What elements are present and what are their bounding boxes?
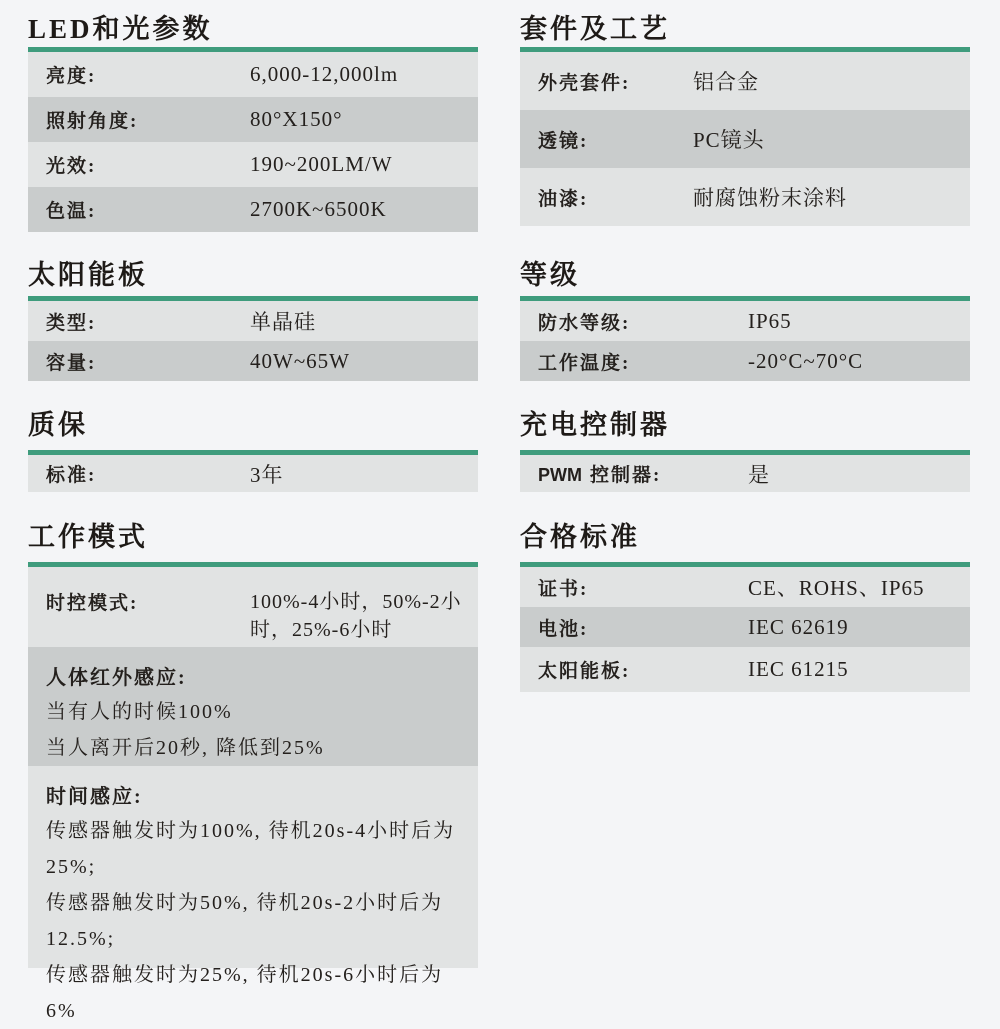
section-title: 充电控制器	[520, 410, 670, 440]
pwm-label-text: 控制器:	[590, 465, 662, 486]
spec-value: CE、ROHS、IP65	[748, 576, 925, 600]
spec-label: 外壳套件:	[538, 72, 631, 94]
spec-value: 190~200LM/W	[250, 152, 393, 176]
spec-label: 容量:	[46, 352, 97, 374]
block-heading: 人体红外感应:	[46, 667, 187, 689]
spec-value: 100%-4小时，50%-2小时，25%-6小时	[250, 591, 462, 641]
spec-table-rating	[520, 301, 970, 381]
table-row	[520, 341, 970, 381]
spec-value: 3年	[250, 462, 284, 487]
spec-label: 标准:	[46, 465, 97, 486]
section-charge-controller	[520, 408, 970, 492]
spec-table-controller	[520, 455, 970, 492]
table-row	[28, 142, 478, 187]
spec-table-standards	[520, 567, 970, 692]
spec-label: 时控模式:	[46, 593, 139, 614]
spec-label	[538, 460, 748, 487]
spec-value: 耐腐蚀粉末涂料	[693, 186, 847, 210]
pir-sensing-block	[28, 647, 478, 766]
block-line: 传感器触发时为100%, 待机20s-4小时后为25%;	[46, 820, 456, 878]
spec-value: IP65	[748, 308, 792, 333]
time-sensing-block	[28, 766, 478, 1022]
table-row	[520, 110, 970, 168]
right-column	[520, 12, 970, 692]
section-kit-craft	[520, 12, 970, 226]
section-working-mode	[28, 520, 478, 1022]
section-title: 太阳能板	[28, 260, 148, 290]
spec-table-kit	[520, 52, 970, 226]
spec-label: 光效:	[46, 156, 97, 177]
spec-value: 40W~65W	[250, 348, 351, 373]
spec-value: 6,000-12,000lm	[250, 62, 399, 86]
section-warranty	[28, 408, 478, 492]
block-line: 当有人的时候100%	[46, 701, 233, 723]
spec-label: 证书:	[538, 578, 589, 600]
spec-label: 照射角度:	[46, 111, 139, 132]
spec-label: 亮度:	[46, 66, 97, 87]
table-row	[28, 97, 478, 142]
table-row	[520, 607, 970, 647]
spec-table-warranty	[28, 455, 478, 492]
table-row	[520, 301, 970, 341]
section-led-parameters	[28, 12, 478, 232]
spec-table-solar	[28, 301, 478, 381]
table-row	[28, 455, 478, 492]
spec-label: 油漆:	[538, 188, 589, 210]
spec-value: IEC 62619	[748, 614, 849, 639]
spec-value: 80°X150°	[250, 107, 343, 131]
spec-table-led	[28, 52, 478, 232]
spec-value: 是	[748, 462, 770, 487]
section-title: 质保	[28, 410, 88, 440]
table-row	[520, 52, 970, 110]
spec-value: -20°C~70°C	[748, 348, 864, 373]
spec-label: 电池:	[538, 618, 589, 640]
block-line: 传感器触发时为25%, 待机20s-6小时后为6%	[46, 964, 444, 1022]
table-row	[28, 341, 478, 381]
spec-label: 防水等级:	[538, 312, 631, 334]
table-row	[520, 567, 970, 607]
spec-label: 类型:	[46, 312, 97, 334]
spec-label: 太阳能板:	[538, 661, 631, 682]
section-rating	[520, 258, 970, 381]
section-solar-panel	[28, 258, 478, 381]
table-row	[520, 455, 970, 492]
spec-value: 铝合金	[693, 70, 759, 94]
section-title: 工作模式	[28, 522, 148, 552]
block-line: 传感器触发时为50%, 待机20s-2小时后为12.5%;	[46, 892, 444, 950]
time-control-row	[28, 567, 478, 647]
table-row	[520, 647, 970, 692]
left-column	[28, 12, 478, 1022]
spec-value: PC镜头	[693, 128, 765, 152]
spec-value: 2700K~6500K	[250, 197, 387, 221]
table-row	[28, 52, 478, 97]
section-title: LED和光参数	[28, 14, 213, 44]
block-line: 当人离开后20秒, 降低到25%	[46, 737, 325, 759]
spec-value: IEC 61215	[748, 657, 849, 681]
spec-label: 色温:	[46, 201, 97, 222]
spec-label: 工作温度:	[538, 352, 631, 374]
table-row	[28, 301, 478, 341]
pwm-abbr: PWM	[538, 465, 582, 485]
section-title: 等级	[520, 260, 580, 290]
table-row	[520, 168, 970, 226]
section-title: 合格标准	[520, 522, 640, 552]
block-heading: 时间感应:	[46, 786, 143, 808]
section-standards	[520, 520, 970, 692]
spec-label: 透镜:	[538, 130, 589, 152]
section-title: 套件及工艺	[520, 14, 670, 44]
table-row	[28, 187, 478, 232]
spec-value: 单晶硅	[250, 310, 316, 334]
